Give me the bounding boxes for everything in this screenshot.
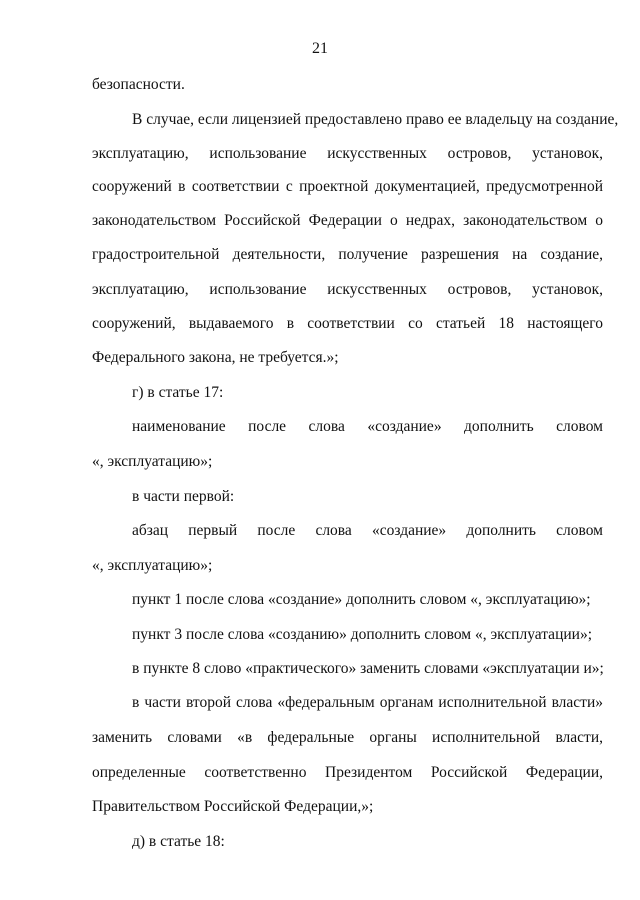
text-line-11: наименование после слова «создание» дополнить словом [132, 418, 603, 435]
text-line-6: градостроительной деятельности, получение разрешения на создание, [92, 246, 603, 263]
text-line-2: В случае, если лицензией предоставлено право ее владельцу на создание, [132, 111, 619, 128]
text-line-17: пункт 3 после слова «созданию» дополнить словом «, эксплуатации»; [132, 626, 593, 643]
text-line-22: Правительством Российской Федерации,»; [92, 798, 374, 815]
page-number: 21 [312, 40, 328, 57]
text-line-18: в пункте 8 слово «практического» заменить словами «эксплуатации и»; [132, 660, 604, 677]
text-line-1: безопасности. [92, 76, 185, 93]
text-line-3: эксплуатацию, использование искусственных островов, установок, [92, 145, 603, 162]
text-line-7: эксплуатацию, использование искусственных островов, установок, [92, 281, 603, 298]
text-line-23: д) в статье 18: [132, 833, 225, 850]
text-line-10: г) в статье 17: [132, 384, 224, 401]
text-line-16: пункт 1 после слова «создание» дополнить словом «, эксплуатацию»; [132, 591, 591, 608]
text-line-20: заменить словами «в федеральные органы исполнительной власти, [92, 729, 603, 746]
text-line-8: сооружений, выдаваемого в соответствии со статьей 18 настоящего [92, 315, 603, 332]
text-line-15: «, эксплуатацию»; [92, 557, 213, 574]
text-line-9: Федерального закона, не требуется.»; [92, 349, 339, 366]
text-line-19: в части второй слова «федеральным органам исполнительной власти» [132, 694, 603, 711]
text-line-5: законодательством Российской Федерации о недрах, законодательством о [92, 212, 603, 229]
text-line-13: в части первой: [132, 488, 235, 505]
text-line-14: абзац первый после слова «создание» дополнить словом [132, 522, 603, 539]
text-line-21: определенные соответственно Президентом Российской Федерации, [92, 764, 603, 781]
text-line-12: «, эксплуатацию»; [92, 453, 213, 470]
text-line-4: сооружений в соответствии с проектной документацией, предусмотренной [92, 178, 603, 195]
